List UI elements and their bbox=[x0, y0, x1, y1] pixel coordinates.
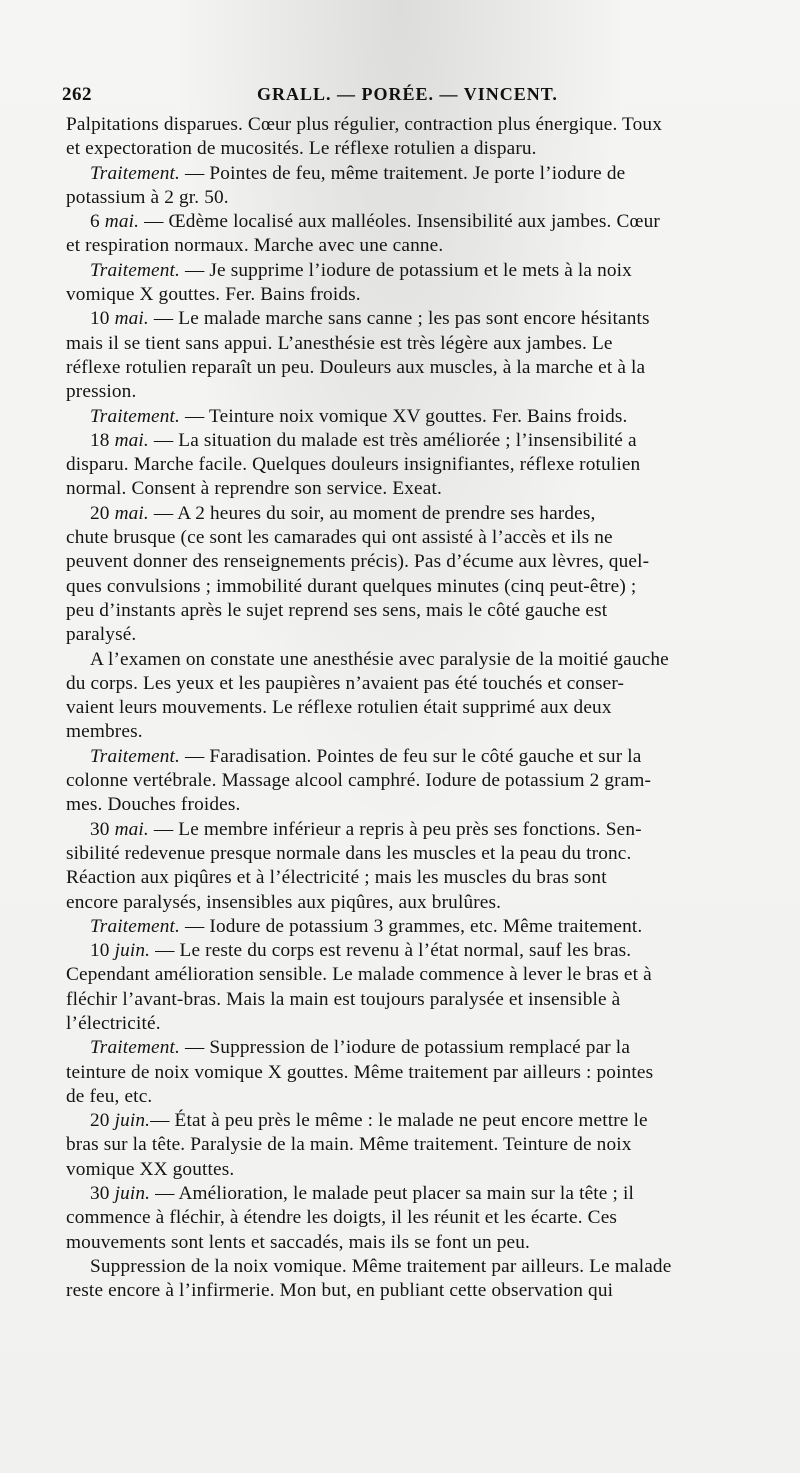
italic-text: Traitement. bbox=[90, 745, 181, 767]
text-line bbox=[66, 1061, 796, 1085]
text-line bbox=[66, 405, 796, 429]
italic-text: Traitement. bbox=[90, 915, 181, 937]
body-text bbox=[66, 113, 796, 1304]
text-line bbox=[66, 550, 796, 574]
text-run: — Teinture noix vomique XV gouttes. Fer. Bains froids. bbox=[180, 405, 628, 427]
text-run: potassium à 2 gr. 50. bbox=[66, 186, 229, 208]
text-line bbox=[66, 575, 796, 599]
text-line bbox=[66, 1085, 796, 1109]
text-run: réflexe rotulien reparaît un peu. Douleurs aux muscles, à la marche et à la bbox=[66, 356, 646, 378]
text-run: membres. bbox=[66, 721, 143, 743]
text-line bbox=[66, 137, 796, 161]
text-run: peuvent donner des renseignements précis). Pas d’écume aux lèvres, quel- bbox=[66, 551, 650, 573]
text-line bbox=[66, 745, 796, 769]
italic-text: mai. bbox=[104, 211, 140, 233]
text-line bbox=[66, 380, 796, 404]
page-number: 262 bbox=[62, 84, 92, 105]
text-run: A l’examen on constate une anesthésie avec paralysie de la moitié gauche bbox=[90, 648, 669, 670]
text-line bbox=[66, 939, 796, 963]
text-run: vomique XX gouttes. bbox=[66, 1158, 235, 1180]
text-run: Réaction aux piqûres et à l’électricité ; mais les muscles du bras sont bbox=[66, 867, 607, 889]
running-title: GRALL. — PORÉE. — VINCENT. bbox=[257, 84, 558, 104]
text-run: mes. Douches froides. bbox=[66, 794, 241, 816]
text-line bbox=[66, 477, 796, 501]
text-run: normal. Consent à reprendre son service. Exeat. bbox=[66, 478, 442, 500]
text-run: — Je supprime l’iodure de potassium et le mets à la noix bbox=[180, 259, 632, 281]
text-line bbox=[66, 234, 796, 258]
text-run: 18 bbox=[90, 429, 115, 451]
text-run: — Le reste du corps est revenu à l’état normal, sauf les bras. bbox=[150, 940, 632, 962]
text-run: et expectoration de mucosités. Le réflexe rotulien a disparu. bbox=[66, 138, 537, 160]
text-run: 30 bbox=[90, 818, 115, 840]
text-run: reste encore à l’infirmerie. Mon but, en publiant cette observation qui bbox=[66, 1280, 614, 1302]
text-line bbox=[66, 866, 796, 890]
text-run: fléchir l’avant-bras. Mais la main est toujours paralysée et insensible à bbox=[66, 988, 621, 1010]
text-line bbox=[66, 963, 796, 987]
text-line bbox=[66, 1109, 796, 1133]
text-run: — Iodure de potassium 3 grammes, etc. Même traitement. bbox=[180, 915, 643, 937]
text-run: vomique X gouttes. Fer. Bains froids. bbox=[66, 284, 361, 306]
text-run: de feu, etc. bbox=[66, 1085, 153, 1107]
text-line bbox=[66, 769, 796, 793]
text-run: mouvements sont lents et saccadés, mais ils se font un peu. bbox=[66, 1231, 531, 1253]
text-line bbox=[66, 818, 796, 842]
text-line bbox=[66, 623, 796, 647]
text-run: — Faradisation. Pointes de feu sur le côté gauche et sur la bbox=[180, 745, 642, 767]
text-line bbox=[66, 113, 796, 137]
text-line bbox=[66, 672, 796, 696]
italic-text: juin. bbox=[114, 1183, 151, 1205]
text-run: disparu. Marche facile. Quelques douleurs insignifiantes, réflexe rotulien bbox=[66, 454, 641, 476]
text-line bbox=[66, 1036, 796, 1060]
italic-text: juin. bbox=[114, 940, 151, 962]
text-run: — Le malade marche sans canne ; les pas sont encore hésitants bbox=[148, 308, 650, 330]
text-line bbox=[66, 162, 796, 186]
text-run: et respiration normaux. Marche avec une canne. bbox=[66, 235, 444, 257]
text-line bbox=[66, 1158, 796, 1182]
page-header bbox=[62, 84, 787, 114]
text-run: — Pointes de feu, même traitement. Je porte l’iodure de bbox=[180, 162, 626, 184]
text-run: 6 bbox=[90, 211, 105, 233]
italic-text: Traitement. bbox=[90, 1037, 181, 1059]
text-run: — A 2 heures du soir, au moment de prendre ses hardes, bbox=[148, 502, 596, 524]
text-line bbox=[66, 915, 796, 939]
text-run: 30 bbox=[90, 1183, 115, 1205]
text-line bbox=[66, 696, 796, 720]
text-line bbox=[66, 1255, 796, 1279]
text-run: ques convulsions ; immobilité durant quelques minutes (cinq peut-être) ; bbox=[66, 575, 637, 597]
text-run: Cependant amélioration sensible. Le malade commence à lever le bras et à bbox=[66, 964, 652, 986]
text-run: peu d’instants après le sujet reprend ses sens, mais le côté gauche est bbox=[66, 599, 608, 621]
text-run: paralysé. bbox=[66, 624, 137, 646]
text-run: Suppression de la noix vomique. Même traitement par ailleurs. Le malade bbox=[90, 1255, 672, 1277]
text-line bbox=[66, 502, 796, 526]
text-run: — État à peu près le même : le malade ne peut encore mettre le bbox=[150, 1110, 648, 1132]
italic-text: mai. bbox=[114, 429, 149, 451]
text-run: 20 bbox=[90, 1110, 115, 1132]
italic-text: mai. bbox=[114, 818, 149, 840]
italic-text: Traitement. bbox=[90, 162, 181, 184]
text-run: mais il se tient sans appui. L’anesthésie est très légère aux jambes. Le bbox=[66, 332, 613, 354]
text-run: commence à fléchir, à étendre les doigts, il les réunit et les écarte. Ces bbox=[66, 1207, 618, 1229]
text-line bbox=[66, 332, 796, 356]
italic-text: juin. bbox=[114, 1110, 151, 1132]
text-run: vaient leurs mouvements. Le réflexe rotulien était supprimé aux deux bbox=[66, 697, 612, 719]
text-line bbox=[66, 648, 796, 672]
italic-text: mai. bbox=[114, 308, 149, 330]
text-run: l’électricité. bbox=[66, 1012, 161, 1034]
text-line bbox=[66, 1182, 796, 1206]
text-line bbox=[66, 891, 796, 915]
text-run: — Amélioration, le malade peut placer sa main sur la tête ; il bbox=[150, 1183, 634, 1205]
text-line bbox=[66, 1279, 796, 1303]
text-run: — Le membre inférieur a repris à peu près ses fonctions. Sen- bbox=[148, 818, 642, 840]
text-line bbox=[66, 210, 796, 234]
text-line bbox=[66, 599, 796, 623]
text-line bbox=[66, 988, 796, 1012]
text-line bbox=[66, 842, 796, 866]
text-line bbox=[66, 453, 796, 477]
text-run: — Œdème localisé aux malléoles. Insensibilité aux jambes. Cœur bbox=[139, 211, 660, 233]
text-line bbox=[66, 793, 796, 817]
text-line bbox=[66, 526, 796, 550]
text-line bbox=[66, 1206, 796, 1230]
italic-text: mai. bbox=[114, 502, 149, 524]
text-line bbox=[66, 429, 796, 453]
text-run: 10 bbox=[90, 940, 115, 962]
text-line bbox=[66, 1012, 796, 1036]
text-line bbox=[66, 186, 796, 210]
text-run: 10 bbox=[90, 308, 115, 330]
text-line bbox=[66, 259, 796, 283]
text-run: 20 bbox=[90, 502, 115, 524]
text-run: sibilité redevenue presque normale dans les muscles et la peau du tronc. bbox=[66, 842, 632, 864]
text-line bbox=[66, 1231, 796, 1255]
italic-text: Traitement. bbox=[90, 259, 181, 281]
text-run: pression. bbox=[66, 381, 137, 403]
text-run: chute brusque (ce sont les camarades qui ont assisté à l’accès et ils ne bbox=[66, 527, 613, 549]
text-run: teinture de noix vomique X gouttes. Même traitement par ailleurs : pointes bbox=[66, 1061, 654, 1083]
text-line bbox=[66, 283, 796, 307]
text-run: colonne vertébrale. Massage alcool camphré. Iodure de potassium 2 gram- bbox=[66, 770, 652, 792]
text-run: bras sur la tête. Paralysie de la main. Même traitement. Teinture de noix bbox=[66, 1134, 632, 1156]
italic-text: Traitement. bbox=[90, 405, 181, 427]
text-line bbox=[66, 307, 796, 331]
text-line bbox=[66, 720, 796, 744]
text-run: encore paralysés, insensibles aux piqûres, aux brulûres. bbox=[66, 891, 502, 913]
text-run: Palpitations disparues. Cœur plus régulier, contraction plus énergique. Toux bbox=[66, 114, 663, 135]
text-line bbox=[66, 1133, 796, 1157]
text-run: — La situation du malade est très améliorée ; l’insensibilité a bbox=[148, 429, 637, 451]
text-line bbox=[66, 356, 796, 380]
text-run: du corps. Les yeux et les paupières n’avaient pas été touchés et conser- bbox=[66, 672, 625, 694]
text-run: — Suppression de l’iodure de potassium remplacé par la bbox=[180, 1037, 631, 1059]
